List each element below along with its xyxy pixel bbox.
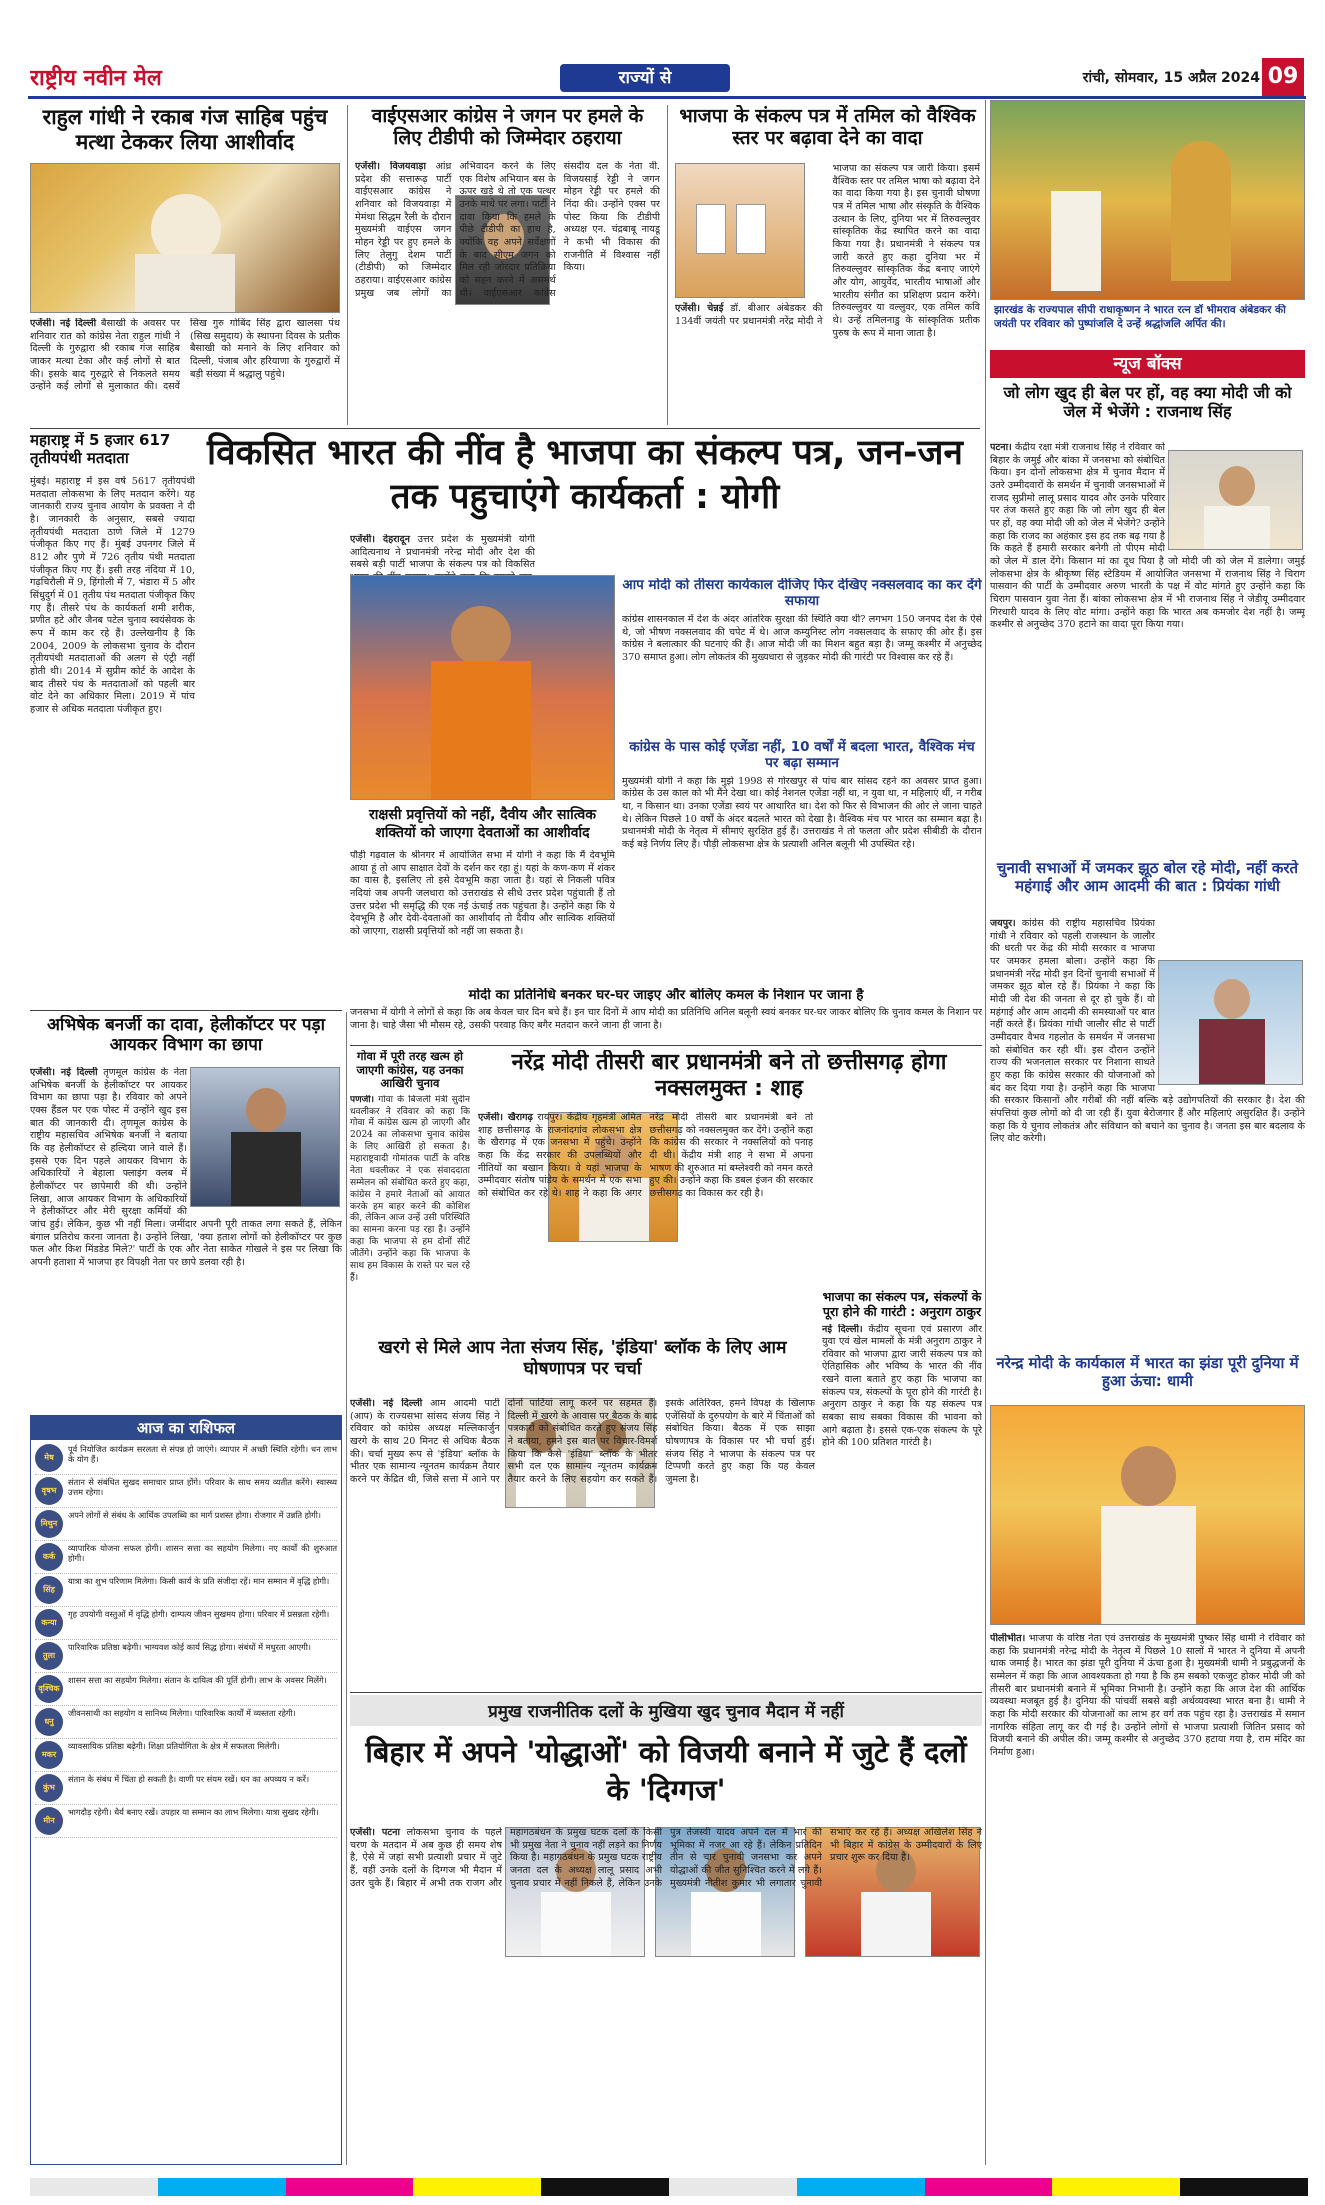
row-rule <box>30 1010 342 1011</box>
story-headline: नरेन्द्र मोदी के कार्यकाल में भारत का झंडा पूरी दुनिया में हुआ ऊंचा: धामी <box>996 1355 1299 1390</box>
rashifal-text: संतान के संबंध में चिंता हो सकती है। वाणी पर संयम रखें। धन का अपव्यय न करें। <box>68 1774 310 1784</box>
story-headline: भाजपा के संकल्प पत्र में तमिल को वैश्विक स्तर पर बढ़ावा देने का वादा <box>679 105 976 150</box>
sidebox-body1: कांग्रेस शासनकाल में देश के अंदर आंतरिक सुरक्षा की स्थिति क्या थी? लगभग 150 जनपद देश के ऐसे थे, जो भीषण नक्सलवाद की चपेट में थे। आज कम्युनिस्ट लोग नक्सलवाद के सफाए की ओर हैं। इस कांग्रेस ने बलात्कार की घटनाएं की हैं। आज मोदी जी का मिशन बहुत बड़ा है। जम्मू कश्मीर में अनुच्छेद 370 समाप्त हुआ। लोग लोकतंत्र की मुख्यधारा से जुड़कर मोदी की गारंटी पर विश्वास कर रहे हैं। <box>622 613 982 663</box>
story-headline: नरेंद्र मोदी तीसरी बार प्रधानमंत्री बने तो छत्तीसगढ़ होगा नक्सलमुक्त : शाह <box>511 1050 947 1101</box>
story-body: केंद्रीय सूचना एवं प्रसारण और युवा एवं खेल मामलों के मंत्री अनुराग ठाकुर ने रविवार को भाजपा द्वारा जारी संकल्प पत्र को ऐतिहासिक और भविष्य के भारत की नींव रखने वाला बताते हुए कहा कि भाजपा का संकल्प पत्र, संकल्पों के पूरा होने की गारंटी है। अनुराग ठाकुर ने कहा कि यह संकल्प पत्र सबका साथ सबका विकास की भावना को आगे बढ़ाता है। इससे एक-एक संकल्प के पूरे होने की 100 प्रतिशत गारंटी है। <box>822 1323 982 1449</box>
zodiac-icon: मिथुन <box>35 1510 63 1538</box>
news-box-headline: जो लोग खुद ही बेल पर हों, वह क्या मोदी जी को जेल में भेजेंगे : राजनाथ सिंह <box>1003 383 1292 421</box>
dateline: एजेंसी। खैरागढ़ <box>478 1112 533 1123</box>
dateline: एजेंसी। पटना <box>350 1827 400 1838</box>
story-headline: भाजपा का संकल्प पत्र, संकल्पों के पूरा होने की गारंटी : अनुराग ठाकुर <box>822 1290 982 1319</box>
zodiac-icon: धनु <box>35 1708 63 1736</box>
yogi-body: उत्तर प्रदेश के मुख्यमंत्री योगी आदित्यनाथ ने प्रधानमंत्री नरेन्द्र मोदी और देश की सबसे बड़ी पार्टी भाजपा के संकल्प पत्र को विकसित <box>350 534 535 571</box>
rashifal-text: व्यावसायिक प्रतिष्ठा बढ़ेगी। शिक्षा प्रतियोगिता के क्षेत्र में सफलता मिलेगी। <box>68 1741 280 1751</box>
jharkhand-photo-block <box>990 100 1305 345</box>
story-body: भाजपा के वरिष्ठ नेता एवं उत्तराखंड के मुख्यमंत्री पुष्कर सिंह धामी ने रविवार को कहा कि प्रधानमंत्री नरेन्द्र मोदी के नेतृत्व में पिछले 10 सालों में भारत ने दुनिया में अपनी धाक जमाई है। भारत का झंडा पूरी दुनिया में ऊंचा हुआ है। मुख्यमंत्री धामी ने प्रबुद्धजनों के सम्मेलन में कहा कि आज आवश्यकता हो गया है कि हम सबको एकजुट होकर मोदी जी को तीसरी बार प्रधानमंत्री बनाने में भूमिका निभानी है। उन्होंने कहा कि आज देश की आर्थिक व्यवस्था मजबूत हुई है। दुनिया की पांचवीं सबसे बड़ी अर्थव्यवस्था भारत बना है। धामी ने कहा कि मोदी सरकार की योजनाओं का लाभ हर वर्ग तक पहुंच रहा है। उत्तराखंड में समान नागरिक संहिता लागू कर दी गई है। उन्होंने लोगों से भाजपा प्रत्याशी जितिन प्रसाद को विजयी बनाने की अपील की। जम्मू कश्मीर से अनुच्छेद 370 हटाया गया है, राम मंदिर का निर्माण हुआ। <box>990 1633 1305 1758</box>
story-headline: वाईएसआर कांग्रेस ने जगन पर हमले के लिए टीडीपी को जिम्मेदार ठहराया <box>371 105 644 150</box>
zodiac-icon: वृश्चिक <box>35 1675 63 1703</box>
yogi-strap <box>350 988 982 1046</box>
rahul-photo <box>30 163 340 313</box>
date-line: रांची, सोमवार, 15 अप्रैल 2024 <box>1082 70 1260 86</box>
paper-name: राष्ट्रीय नवीन मेल <box>30 66 162 91</box>
story-body: गोवा के बिजली मंत्री सुदीन धवलीकर ने रविवार को कहा कि गोवा में कांग्रेस खत्म हो जाएगी और 2024 का लोकसभा चुनाव कांग्रेस के लिए आखिरी हो सकता है। महाराष्ट्रवादी गोमांतक पार्टी के वरिष्ठ नेता धवलीकर ने एक संवाददाता सम्मेलन को संबोधित करते हुए कहा, कांग्रेस ने हमारे नेताओं को आयात करके हम बाहर करने की कोशिश की, लेकिन आज उन्हें उसी परिस्थिति का सामना करना पड़ रहा है। उन्होंने कहा कि भाजपा से हम दोनों सीटें जीतेंगे। उन्होंने कहा कि भाजपा के साथ हम विकास के रास्ते पर चल रहे हैं। <box>350 1094 470 1283</box>
story-body: कांग्रेस की राष्ट्रीय महासचिव प्रियंका गांधी ने रविवार को पहली राजस्थान के जालौर की धरती पर केंद्र की मोदी सरकार व भाजपा पर जमकर हमला बोला। उन्होंने कहा कि प्रधानमंत्री नरेंद्र मोदी इन दिनों चुनावी सभाओं में जमकर झूठ बोल रहे हैं। प्रियंका ने कहा कि मोदी जी देश की जनता से दूर हो चुके हैं। वो महंगाई और आम आदमी की समस्याओं पर बात नहीं करते हैं। प्रियंका गांधी जालौर सीट से पार्टी उम्मीदवार वैभव गहलोत के समर्थन में जनसभा को संबोधित कर रही थीं। इस दौरान उन्होंने राज्य की भजनलाल सरकार पर निशाना साधते हुए कहा कि कांग्रेस सरकार की योजनाओं को बंद कर दिया गया है। उन्होंने कहा कि भाजपा की सरकार किसानों और गरीबों की नहीं बल्कि बड़े उद्योगपतियों की सरकार है। देश की संपत्तियां कुछ लोगों को दी जा रही हैं। युवा बेरोजगार हैं और महिलाएं असुरक्षित हैं। उन्होंने कहा कि ये चुनाव लोकतंत्र और संविधान को बचाने का चुनाव है। जनता इस बार बदलाव के लिए वोट करेगी। <box>990 918 1305 1145</box>
col-divider <box>346 1012 347 2165</box>
rashifal-text: भागदौड़ रहेगी। धैर्य बनाए रखें। उपहार या सम्मान का लाभ मिलेगा। यात्रा सुखद रहेगी। <box>68 1807 319 1817</box>
col-divider <box>985 100 986 2165</box>
bihar-headline: बिहार में अपने 'योद्धाओं' को विजयी बनाने में जुटे हैं दलों के 'दिग्गज' <box>365 1735 967 1807</box>
news-box-label: न्यूज बॉक्स <box>990 350 1305 378</box>
strap-headline: मोदी का प्रतिनिधि बनकर घर-घर जाइए और बोलिए कमल के निशान पर जाना है <box>468 988 864 1003</box>
story-priyanka <box>990 860 1305 1350</box>
story-headline: राहुल गांधी ने रकाब गंज साहिब पहुंच मत्था टेककर लिया आशीर्वाद <box>42 105 328 154</box>
bihar-kicker: प्रमुख राजनीतिक दलों के मुखिया खुद चुनाव मैदान में नहीं <box>350 1695 982 1726</box>
rashifal-text: जीवनसाथी का सहयोग व सानिध्य मिलेगा। पारिवारिक कार्यों में व्यस्तता रहेगी। <box>68 1708 296 1718</box>
sidebox-headline1: आप मोदी को तीसरा कार्यकाल दीजिए फिर देखिए नक्सलवाद का कर देंगे सफाया <box>622 578 982 609</box>
story-tamil <box>675 105 980 430</box>
story-bihar <box>350 1695 982 2165</box>
rashifal-list <box>31 1440 341 1840</box>
dhami-photo <box>990 1405 1305 1625</box>
story-headline: गोवा में पूरी तरह खत्म हो जाएगी कांग्रेस, यह उनका आखिरी चुनाव <box>356 1050 464 1091</box>
dateline: एजेंसी। देहरादून <box>350 534 411 545</box>
rashifal-title: आज का राशिफल <box>31 1416 341 1440</box>
story-body: डॉ. बीआर अंबेडकर की 134वीं जयंती पर प्रधानमंत्री नरेंद्र मोदी ने भाजपा का संकल्प पत्र जारी किया। इसमें वैश्विक स्तर पर तमिल भाषा को बढ़ावा देने का वादा किया गया है। इस चुनावी घोषणा पत्र में तमिल भाषा और संस्कृति के वैश्विक उत्थान के लिए, दुनिया भर में तिरुवल्लुवर सांस्कृतिक केंद्र स्थापित करने का वादा किया गया है। प्रधानमंत्री ने संकल्प पत्र जारी करते हुए कहा दुनिया भर में तिरुवल्लुवर सांस्कृतिक केंद्र बनाए जाएंगे और योग, आयुर्वेद, भारतीय भाषाओं और भारतीय संगीत का प्रशिक्षण प्रदान करेंगे। तिरुवल्लुवर या वल्लुवर, एक तमिल कवि थे। उन्हें तमिलनाडु के सांस्कृतिक प्रतीक पुरुष के रूप में माना जाता है। <box>675 163 980 339</box>
zodiac-icon: मेष <box>35 1444 63 1472</box>
rashifal-item <box>35 1640 337 1673</box>
masthead <box>0 0 1325 100</box>
strap-body: जनसभा में योगी ने लोगों से कहा कि अब केवल चार दिन बचे हैं। इन चार दिनों में आप मोदी का प्रतिनिधि अनिल बलूनी स्वयं बनकर घर-घर जाकर बोलिए कि चुनाव कमल के निशान पर जाना है। चाहे जैसा भी मौसम रहे, उसकी परवाह किए बगैर मतदान करने जाना ही जाना है। <box>350 1006 982 1031</box>
news-box <box>990 350 1305 855</box>
yogi-photo-caption: राक्षसी प्रवृत्तियों को नहीं, दैवीय और सात्विक शक्तियों को जाएगा देवताओं का आशीर्वाद <box>368 807 597 842</box>
rashifal-text: पारिवारिक प्रतिष्ठा बढ़ेगी। भाग्यवश कोई कार्य सिद्ध होगा। संबंधों में मधुरता आएगी। <box>68 1642 311 1652</box>
zodiac-icon: कन्या <box>35 1609 63 1637</box>
rashifal-item <box>35 1442 337 1475</box>
story-dhami <box>990 1355 1305 2165</box>
rashifal-item <box>35 1574 337 1607</box>
rashifal-item <box>35 1772 337 1805</box>
story-rahul <box>30 105 340 430</box>
rashifal-text: गृह उपयोगी वस्तुओं में वृद्धि होगी। दाम्पत्य जीवन सुखमय होगा। परिवार में प्रसन्नता रहेगी। <box>68 1609 330 1619</box>
masthead-rule <box>28 96 1306 99</box>
yogi-sidebox <box>622 578 982 983</box>
zodiac-icon: मकर <box>35 1741 63 1769</box>
story-body: मुंबई। महाराष्ट्र में इस वर्ष 5617 तृतीयपंथी मतदाता लोकसभा के लिए मतदान करेंगे। यह जानकारी राज्य चुनाव आयोग के प्रवक्ता ने दी है। जानकारी के अनुसार, सबसे ज्यादा तृतीयपंथी मतदाता ठाणे जिले में 1279 पंजीकृत किए गए हैं। मुंबई उपनगर जिले में 812 और पुणे में 726 तृतीय पंथी मतदाता पंजीकृत किए गए हैं। इसी तरह नंदिया में 10, गढ़चिरौली में 9, हिंगोली में 7, भंडारा में 5 और सिंधुदुर्ग में 01 तृतीय पंथ मतदाता पंजीकृत किए गए हैं। तीसरे पंथ के कार्यकर्ता शमी शरीक, प्रणीत हटे और जैनब पटेल चुनाव स्वयंसेवक के रूप में काम कर रहे हैं। उल्लेखनीय है कि 2004, 2009 के लोकसभा चुनाव के दौरान तृतीयपंथी मतदाताओं की अलग से एंट्री नहीं होती थी। 2014 में सुप्रीम कोर्ट के आदेश के बाद तीसरे पंथ के मतदाताओं को पहली बार वोट देने का अधिकार मिला। 2019 में पांच हजार से अधिक मतदाता पंजीकृत हुए। <box>30 476 195 715</box>
zodiac-icon: वृषभ <box>35 1477 63 1505</box>
rashifal-text: पूर्व नियोजित कार्यक्रम सरलता से संपन्न हो जाएंगे। व्यापार में अच्छी स्थिति रहेगी। धन लाभ के योग हैं। <box>68 1444 337 1465</box>
page-number: 09 <box>1262 58 1304 96</box>
rashifal-text: अपने लोगों से संबंध के आर्थिक उपलब्धि का मार्ग प्रशस्त होगा। रोजगार में उन्नति होगी। <box>68 1510 321 1520</box>
zodiac-icon: सिंह <box>35 1576 63 1604</box>
story-headline: चुनावी सभाओं में जमकर झूठ बोल रहे मोदी, नहीं करते महंगाई और आम आदमी की बात : प्रियंका गांधी <box>996 860 1299 895</box>
col-divider <box>347 105 348 425</box>
sidebox-body2: मुख्यमंत्री योगी ने कहा कि मुझे 1998 से गोरखपुर से पांच बार सांसद रहने का अवसर प्राप्त हुआ। कांग्रेस के उस काल को भी मैंने देखा था। कोई नेशनल एजेंडा नहीं था, न युवा था, न महिलाएं थीं, न गरीब था, न किसान था। उनका एजेंडा स्वयं पर आधारित था। देश को फिर से विभाजन की ओर ले जाना चाहते थे। लेकिन पिछले 10 वर्षों के अंदर बदलते भारत को देखा है। वैश्विक मंच पर भारत का सम्मान बढ़ा है। प्रधानमंत्री मोदी के नेतृत्व में सीमाएं सुरक्षित हुई हैं। उत्तराखंड ने तो फलता और प्रदेश सीबीडी के दौरान कई बड़े निर्णय लिए हैं। पौड़ी लोकसभा क्षेत्र के प्रत्याशी अनिल बलूनी भी उपस्थित रहे। <box>622 775 982 850</box>
row-rule <box>350 1692 982 1693</box>
photo-caption: झारखंड के राज्यपाल सीपी राधाकृष्णन ने भारत रत्न डॉ भीमराव अंबेडकर की जयंती पर रविवार को पुष्पांजलि दे उन्हें श्रद्धांजलि अर्पित की। <box>994 304 1286 330</box>
rashifal-box <box>30 1415 342 2165</box>
story-body: आम आदमी पार्टी (आप) के राज्यसभा सांसद संजय सिंह ने रविवार को कांग्रेस अध्यक्ष मल्लिकार्जुन खरगे के साथ 20 मिनट से अधिक बैठक की। चर्चा मुख्य रूप से 'इंडिया' ब्लॉक के भीतर एक सामान्य न्यूनतम कार्यक्रम तैयार करने पर केंद्रित थी, जिसे सत्ता में आने पर दोनों पार्टियां लागू करने पर सहमत हैं। दिल्ली में खरगे के आवास पर बैठक के बाद पत्रकारों को संबोधित करते हुए संजय सिंह ने बताया, हमने इस बात पर विचार-विमर्श किया कि कैसे 'इंडिया' ब्लॉक के भीतर सभी दल एक सामान्य न्यूनतम कार्यक्रम तैयार करने के लिए सहयोग कर सकते हैं। इसके अतिरिक्त, हमने विपक्ष के खिलाफ एजेंसियों के दुरुपयोग के बारे में चिंताओं को संबोधित किया। बैठक में एक साझा घोषणापत्र के विकास पर भी चर्चा हुई। संजय सिंह ने भाजपा के संकल्प पत्र पर टिप्पणी करते हुए कहा कि यह केवल जुमला है। <box>350 1398 815 1485</box>
yogi-headline: विकसित भारत की नींव है भाजपा का संकल्प पत्र, जन-जन तक पहुचाएंगे कार्यकर्ता : योगी <box>207 433 963 517</box>
rashifal-text: संतान से संबंधित सुखद समाचार प्राप्त होंगे। परिवार के साथ समय व्यतीत करेंगे। स्वास्थ्य उत्तम रहेगा। <box>68 1477 337 1498</box>
story-body: बैसाखी के अवसर पर शनिवार रात को कांग्रेस नेता राहुल गांधी ने दिल्ली के गुरुद्वारा श्री रकाब गंज साहिब जाकर मत्था टेका और कई लोगों से बात की। इसके बाद गुरुद्वारे से निकलते समय उन्होंने कई लोगों से मुलाकात की। दसवें सिख गुरु गोबिंद सिंह द्वारा खालसा पंथ (सिख समुदाय) के स्थापना दिवस के प्रतीक बैसाखी को मनाने के लिए शनिवार को दिल्ली, पंजाब और हरियाणा के गुरुद्वारों में बड़ी संख्या में श्रद्धालु पहुंचे। <box>30 318 340 393</box>
print-colorbar <box>30 2178 1308 2196</box>
zodiac-icon: कुंभ <box>35 1774 63 1802</box>
row-rule <box>350 1045 982 1046</box>
sidebox-headline2: कांग्रेस के पास कोई एजेंडा नहीं, 10 वर्षों में बदला भारत, वैश्विक मंच पर बढ़ा सम्मान <box>629 738 975 771</box>
story-india <box>350 1338 815 1690</box>
rashifal-item <box>35 1739 337 1772</box>
dateline: एजेंसी। नई दिल्ली <box>350 1398 423 1409</box>
story-abhishek <box>30 1015 342 1410</box>
dateline: पटना। <box>990 442 1012 453</box>
story-body: रायपुर। केंद्रीय गृहमंत्री अमित शाह छत्तीसगढ़ के राजनांदगांव लोकसभा क्षेत्र के खैरागढ़ में एक जनसभा में पहुंचे। उन्होंने कहा कि केंद्र सरकार की उपलब्धियों और नीतियों का बखान किया। वे यहां भाजपा के उम्मीदवार संतोष पांडेय के समर्थन में एक सभा को संबोधित कर रहे थे। शाह ने कहा कि अगर नरेंद्र मोदी तीसरी बार प्रधानमंत्री बने तो छत्तीसगढ़ को नक्सलमुक्त कर देंगे। उन्होंने कहा कि कांग्रेस की सरकार ने नक्सलियों को पनाह दी थी। केंद्रीय मंत्री शाह ने सभा में अपना भाषण की शुरुआत मां बम्लेश्वरी को नमन करते हुए की। उन्होंने कहा कि डबल इंजन की सरकार छत्तीसगढ़ का विकास कर रही है। <box>478 1112 813 1199</box>
story-headline: महाराष्ट्र में 5 हजार 617 तृतीयपंथी मतदाता <box>30 432 171 467</box>
dateline: एजेंसी। विजयवाड़ा <box>355 161 426 172</box>
yogi-speech-photo <box>350 575 615 800</box>
dateline: नई दिल्ली। <box>822 1323 863 1335</box>
dateline: एजेंसी। नई दिल्ली <box>30 318 97 329</box>
rashifal-item <box>35 1475 337 1508</box>
section-tab: राज्यों से <box>560 64 730 92</box>
rashifal-item <box>35 1805 337 1838</box>
dateline: एजेंसी। चेन्नई <box>675 303 724 314</box>
story-headline: खरगे से मिले आप नेता संजय सिंह, 'इंडिया' ब्लॉक के लिए आम घोषणापत्र पर चर्चा <box>378 1338 787 1379</box>
row-rule <box>30 428 980 429</box>
dateline: पीलीभीत। <box>990 1633 1026 1644</box>
dateline: पणजी। <box>350 1094 375 1105</box>
bihar-body: लोकसभा चुनाव के पहले चरण के मतदान में अब कुछ ही समय शेष है, ऐसे में जहां सभी प्रत्याशी प्रचार में जुटे हैं, वहीं उनके दलों के दिग्गज भी मैदान में उतर चुके हैं। बिहार में अभी तक राजग और महागठबंधन के प्रमुख घटक दलों के किसी भी प्रमुख नेता ने चुनाव नहीं लड़ने का निर्णय किया है। महागठबंधन के प्रमुख घटक राष्ट्रीय जनता दल के अध्यक्ष लालू प्रसाद अभी चुनाव प्रचार में नहीं निकले हैं, लेकिन उनके पुत्र तेजस्वी यादव अपने दल में भार की भूमिका में नजर आ रहे हैं। लेकिन प्रतिदिन तीन से चार चुनावी जनसभा कर अपने योद्धाओं की जीत सुनिश्चित करने में लगे हैं। मुख्यमंत्री नीतीश कुमार भी लगातार चुनावी सभाएं कर रहे हैं। अध्यक्ष अखिलेश सिंह ने भी बिहार में कांग्रेस के उम्मीदवारों के लिए प्रचार शुरू कर दिया है। <box>350 1827 982 1889</box>
zodiac-icon: मीन <box>35 1807 63 1835</box>
story-anurag <box>822 1290 982 1690</box>
story-headline: अभिषेक बनर्जी का दावा, हेलीकॉप्टर पर पड़ा आयकर विभाग का छापा <box>46 1015 326 1056</box>
zodiac-icon: कर्क <box>35 1543 63 1571</box>
rashifal-item <box>35 1508 337 1541</box>
rashifal-item <box>35 1607 337 1640</box>
zodiac-icon: तुला <box>35 1642 63 1670</box>
story-body: आंध्र प्रदेश की सत्तारूढ़ पार्टी वाईएसआर कांग्रेस ने शनिवार को विजयवाड़ा में मेमंथा सिद्धम रैली के दौरान मुख्यमंत्री वाईएस जगन मोहन रेड्डी पर हुए हमले के लिए तेलुगु देशम पार्टी (टीडीपी) को जिम्मेदार ठहराया। वाईएसआर कांग्रेस प्रमुख जब लोगों का अभिवादन करने के लिए एक विशेष अभियान बस के ऊपर खड़े थे तो एक पत्थर उनके माथे पर लगा। पार्टी ने दावा किया कि हमले के पीछे टीडीपी का हाथ है, क्योंकि वह अपने सर्वेक्षणों के बाद सीएम जगन को मिल रही जोरदार प्रतिक्रिया को सहन करने में असमर्थ थी। वाईएसआर कांग्रेस संसदीय दल के नेता वी. विजयसाई रेड्डी ने जगन मोहन रेड्डी पर हमले की निंदा की। उन्होंने एक्स पर पोस्ट किया कि टीडीपी अध्यक्ष एन. चंद्रबाबू नायडू ने कभी भी विकास की राजनीति में विश्वास नहीं किया। <box>355 161 660 299</box>
rashifal-item <box>35 1706 337 1739</box>
col-divider <box>667 105 668 425</box>
governor-photo <box>990 100 1305 300</box>
story-body: तृणमूल कांग्रेस के नेता अभिषेक बनर्जी के हेलीकॉप्टर पर आयकर विभाग का छापा पड़ा है। रविवार को अपने एक्स हैंडल पर एक पोस्ट में उन्होंने खुद इस बात की जानकारी दी। तृणमूल कांग्रेस के राष्ट्रीय महासचिव अभिषेक बनर्जी ने बताया कि वह हेलीकॉप्टर से हल्दिया जाने वाले हैं। इससे एक दिन पहले आयकर विभाग के अधिकारियों ने बेहाला फ्लाइंग क्लब में हेलीकॉप्टर पर छापेमारी की थी। उन्होंने लिखा, आज आयकर विभाग के अधिकारियों ने हेलीकॉप्टर और मेरी सुरक्षा कर्मियों की जांच हुई। लेकिन, कुछ भी नहीं मिला। जमींदार अपनी पूरी ताकत लगा सकते हैं, लेकिन बंगाल प्रतिरोध करना जानता है। उन्होंने लिखा, 'क्या हताश लोगों को हेलीकॉप्टर पर कुछ फल और किश मिंडडेड मिले?' पार्टी के एक और नेता साकेत गोखले ने इस पर लिखा कि अपनी हताशा में भाजपा हर विपक्षी नेता पर छापे डलवा रही है। <box>30 1067 342 1268</box>
rashifal-item <box>35 1541 337 1574</box>
rashifal-text: व्यापारिक योजना सफल होगी। शासन सत्ता का सहयोग मिलेगा। नए कार्यों की शुरुआत होगी। <box>68 1543 337 1564</box>
dateline: एजेंसी। नई दिल्ली <box>30 1067 98 1078</box>
yogi-body2: पौड़ी गढ़वाल के श्रीनगर में आयोजित सभा में योगी ने कहा कि मैं देवभूमि आया हूं तो आप साक्षात देवों के दर्शन कर रहा हूं। यहां के कण-कण में शंकर का वास है, इसलिए तो इसे देवभूमि कहा जाता है। यहां से निकली पवित्र नदियां जब अपनी जलधारा को उत्तराखंड से सीधे उत्तर प्रदेश पहुंचाती हैं तो उत्तर प्रदेश भी समृद्धि की एक नई ऊंचाई तक पहुंचता है। उन्होंने कहा कि ये देवभूमि है और देवी-देवताओं का आशीर्वाद तो दैवीय और सात्विक शक्तियों को जाएगा, राक्षसी प्रवृत्तियों को नहीं जा सकता है। <box>350 850 615 937</box>
dateline: जयपुर। <box>990 918 1016 929</box>
news-box-body: केंद्रीय रक्षा मंत्री राजनाथ सिंह ने रविवार को बिहार के जमुई और बांका में जनसभा को संबोधित किया। इन दोनों लोकसभा क्षेत्र में चुनाव मैदान में उतरे उम्मीदवारों के समर्थन में चुनावी जनसभाओं में राजद सुप्रीमो लालू प्रसाद यादव और उनके परिवार पर तंज कसते हुए कहा कि जो लोग खुद ही बेल पर हों, वह क्या मोदी जी को जेल में भेजेंगे? उन्होंने कहा कि राजद का अहंकार इस हद तक बढ़ गया है कि कहते हैं हमारी सरकार बनेगी तो पीएम मोदी को जेल में डाल देंगे। किसान मां का दूध पिया है जो मोदी जी को जेल में डालेगा। जमुई लोकसभा क्षेत्र के श्रीकृष्ण सिंह स्टेडियम में आयोजित जनसभा में राजनाथ सिंह ने चिराग पासवान की पार्टी के उम्मीदवार अरुण भारती के पक्ष में वोट मांगते हुए उन्होंने कहा कि चिराग पासवान युवा नेता हैं। बांका लोकसभा क्षेत्र में भी राजनाथ सिंह ने जेडीयू उम्मीदवार गिरधारी यादव के लिए वोट मांगा। उन्होंने कहा कि भारत अब कमजोर देश नहीं है। जम्मू कश्मीर से अनुच्छेद 370 हटाने का वादा पूरा किया गया। <box>990 442 1305 631</box>
rashifal-item <box>35 1673 337 1706</box>
rashifal-text: शासन सत्ता का सहयोग मिलेगा। संतान के दायित्व की पूर्ति होगी। लाभ के अवसर मिलेंगे। <box>68 1675 327 1685</box>
rashifal-text: यात्रा का शुभ परिणाम मिलेगा। किसी कार्य के प्रति संजीदा रहें। मान सम्मान में वृद्धि होगी। <box>68 1576 330 1586</box>
story-ysr <box>355 105 660 430</box>
